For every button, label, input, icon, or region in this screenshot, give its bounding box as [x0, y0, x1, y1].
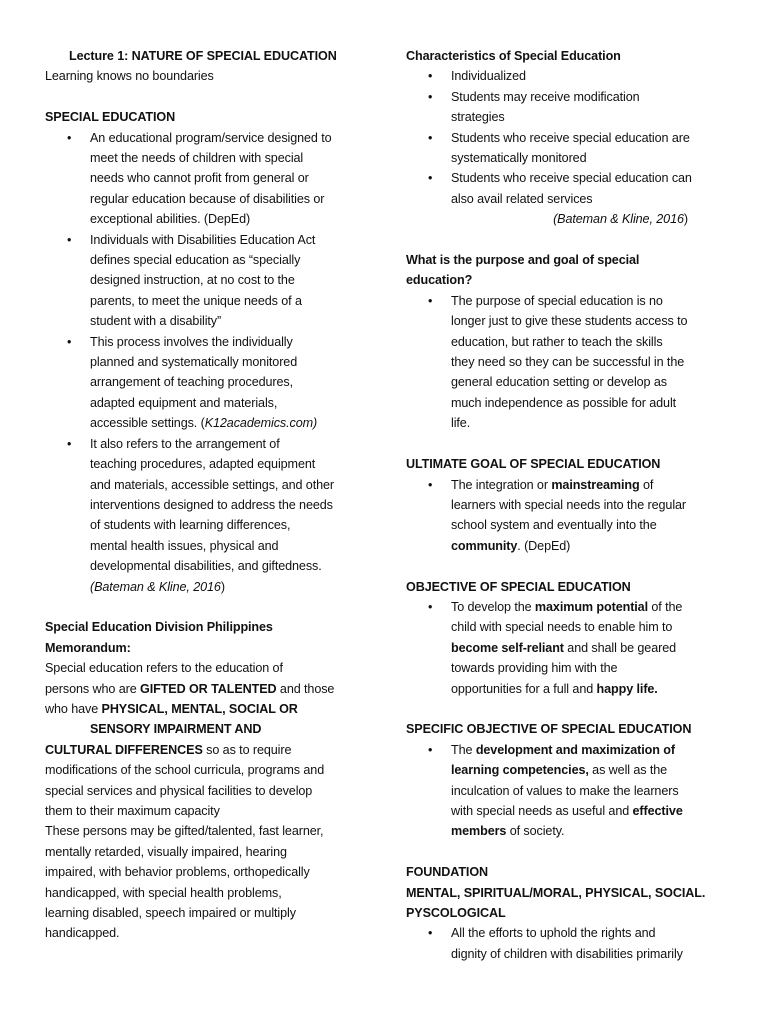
- text-line: towards providing him with the: [451, 661, 618, 676]
- text-line: education, but rather to teach the skills: [451, 334, 663, 349]
- text-line: needs who cannot profit from general or: [90, 171, 309, 186]
- text-line: These persons may be gifted/talented, fast learner,: [45, 824, 324, 839]
- foundation-subheading: MENTAL, SPIRITUAL/MORAL, PHYSICAL, SOCIAL.: [406, 885, 706, 900]
- text-line: with special needs as useful and effective: [451, 803, 683, 818]
- text-line: regular education because of disabilities or: [90, 191, 325, 206]
- purpose-heading: What is the purpose and goal of special: [406, 253, 640, 268]
- lecture-title: Lecture 1: NATURE OF SPECIAL EDUCATION: [69, 49, 337, 63]
- text-line: they need so they can be successful in the: [451, 355, 685, 370]
- text-line: dignity of children with disabilities primarily: [451, 946, 683, 961]
- text-line: interventions designed to address the needs: [90, 497, 333, 512]
- text-line: learners with special needs into the regular: [451, 497, 687, 512]
- purpose-list: [406, 291, 732, 434]
- text-line: handicapped.: [45, 926, 120, 941]
- text-line: parents, to meet the unique needs of a: [90, 293, 302, 308]
- text-line: • Students may receive modification: [451, 89, 640, 104]
- text-line: teaching procedures, adapted equipment: [90, 457, 316, 472]
- list-item: [406, 740, 732, 842]
- left-column: [45, 46, 375, 944]
- text-line: mental health issues, physical and: [90, 538, 279, 553]
- objective-heading: OBJECTIVE OF SPECIAL EDUCATION: [406, 579, 631, 594]
- text-line: opportunities for a full and happy life.: [451, 681, 658, 696]
- memorandum-heading: Special Education Division Philippines: [45, 620, 273, 635]
- text-line: Special education refers to the education of: [45, 661, 283, 676]
- text-line: • Students who receive special education are: [451, 130, 690, 145]
- bullet-arrangement: [45, 434, 375, 597]
- text-line: community. (DepEd): [451, 538, 571, 553]
- foundation-list: [406, 923, 732, 964]
- list-item: [406, 66, 732, 86]
- citation: (Bateman & Kline, 2016): [553, 212, 688, 227]
- list-item: [406, 923, 732, 964]
- text-line: modifications of the school curricula, programs and: [45, 763, 325, 778]
- list-item: [406, 597, 732, 699]
- text-line: become self-reliant and shall be geared: [451, 640, 677, 655]
- text-line: SENSORY IMPAIRMENT AND: [90, 722, 262, 737]
- text-line: student with a disability”: [90, 314, 222, 329]
- list-item: [406, 128, 732, 169]
- text-line: school system and eventually into the: [451, 518, 657, 533]
- text-line: persons who are GIFTED OR TALENTED and those: [45, 681, 335, 696]
- memorandum-heading-cont: Memorandum:: [45, 640, 131, 655]
- bullet-process: [45, 332, 375, 434]
- characteristics-heading: Characteristics of Special Education: [406, 49, 621, 63]
- ultimate-goal-list: [406, 475, 732, 557]
- text-line: also avail related services: [451, 191, 593, 206]
- text-line: • The development and maximization of: [451, 742, 675, 757]
- purpose-heading-cont: education?: [406, 273, 473, 288]
- text-line: developmental disabilities, and giftedness.: [90, 559, 322, 574]
- ultimate-goal-heading: ULTIMATE GOAL OF SPECIAL EDUCATION: [406, 457, 661, 472]
- special-education-bullets: [45, 128, 375, 597]
- text-line: inculcation of values to make the learners: [451, 783, 679, 798]
- text-line: learning competencies, as well as the: [451, 763, 668, 778]
- text-line: them to their maximum capacity: [45, 804, 220, 818]
- text-line: who have PHYSICAL, MENTAL, SOCIAL OR: [45, 701, 298, 716]
- text-line: • This process involves the individually: [90, 334, 293, 349]
- characteristics-list: [406, 66, 732, 209]
- objective-list: [406, 597, 732, 699]
- text-line: learning disabled, speech impaired or multiply: [45, 906, 296, 921]
- text-line: handicapped, with special health problems,: [45, 885, 282, 900]
- text-line: mentally retarded, visually impaired, hearing: [45, 844, 287, 859]
- text-line: planned and systematically monitored: [90, 355, 298, 370]
- text-line: designed instruction, at no cost to the: [90, 273, 295, 288]
- text-line: arrangement of teaching procedures,: [90, 375, 294, 390]
- bullet-idea-definition: [45, 230, 375, 332]
- text-line: life.: [451, 416, 471, 431]
- specific-objective-heading: SPECIFIC OBJECTIVE OF SPECIAL EDUCATION: [406, 722, 692, 737]
- text-line: • It also refers to the arrangement of: [90, 436, 280, 451]
- list-item: [406, 475, 732, 557]
- list-item: [406, 87, 732, 128]
- citation: (Bateman & Kline, 2016): [90, 579, 225, 594]
- text-line: strategies: [451, 110, 505, 125]
- right-column: [406, 46, 732, 964]
- text-line: members of society.: [451, 824, 565, 839]
- text-line: • To develop the maximum potential of the: [451, 599, 683, 614]
- text-line: systematically monitored: [451, 151, 587, 166]
- text-line: • An educational program/service designed to: [90, 130, 332, 145]
- citation: K12academics.com): [204, 416, 318, 431]
- foundation-heading: FOUNDATION: [406, 865, 489, 880]
- text-line: general education setting or develop as: [451, 375, 667, 390]
- lecture-subtitle: Learning knows no boundaries: [45, 69, 214, 84]
- text-line: longer just to give these students access to: [451, 314, 688, 329]
- bullet-definition-deped: [45, 128, 375, 230]
- text-line: of students with learning differences,: [90, 518, 291, 533]
- text-line: impaired, with behavior problems, orthopedically: [45, 865, 310, 880]
- text-line: • Students who receive special education can: [451, 171, 692, 186]
- text-line: • All the efforts to uphold the rights and: [451, 926, 656, 941]
- foundation-subheading-cont: PYSCOLOGICAL: [406, 905, 506, 920]
- text-line: meet the needs of children with special: [90, 151, 304, 166]
- text-line: child with special needs to enable him to: [451, 620, 673, 635]
- list-item: [406, 168, 732, 209]
- text-line: accessible settings. (K12academics.com): [90, 416, 318, 431]
- text-line: much independence as possible for adult: [451, 395, 677, 410]
- specific-objective-list: [406, 740, 732, 842]
- list-item: [406, 291, 732, 434]
- text-line: CULTURAL DIFFERENCES so as to require: [45, 742, 292, 757]
- text-line: • The integration or mainstreaming of: [451, 477, 654, 492]
- text-line: special services and physical facilities to develop: [45, 783, 313, 798]
- text-line: and materials, accessible settings, and other: [90, 477, 335, 492]
- text-line: adapted equipment and materials,: [90, 395, 278, 410]
- text-line: • The purpose of special education is no: [451, 293, 663, 308]
- special-education-heading: SPECIAL EDUCATION: [45, 110, 176, 125]
- text-line: exceptional abilities. (DepEd): [90, 212, 251, 227]
- text-line: • Individualized: [451, 69, 526, 84]
- text-line: defines special education as “specially: [90, 253, 301, 268]
- text-line: • Individuals with Disabilities Education Act: [90, 232, 316, 247]
